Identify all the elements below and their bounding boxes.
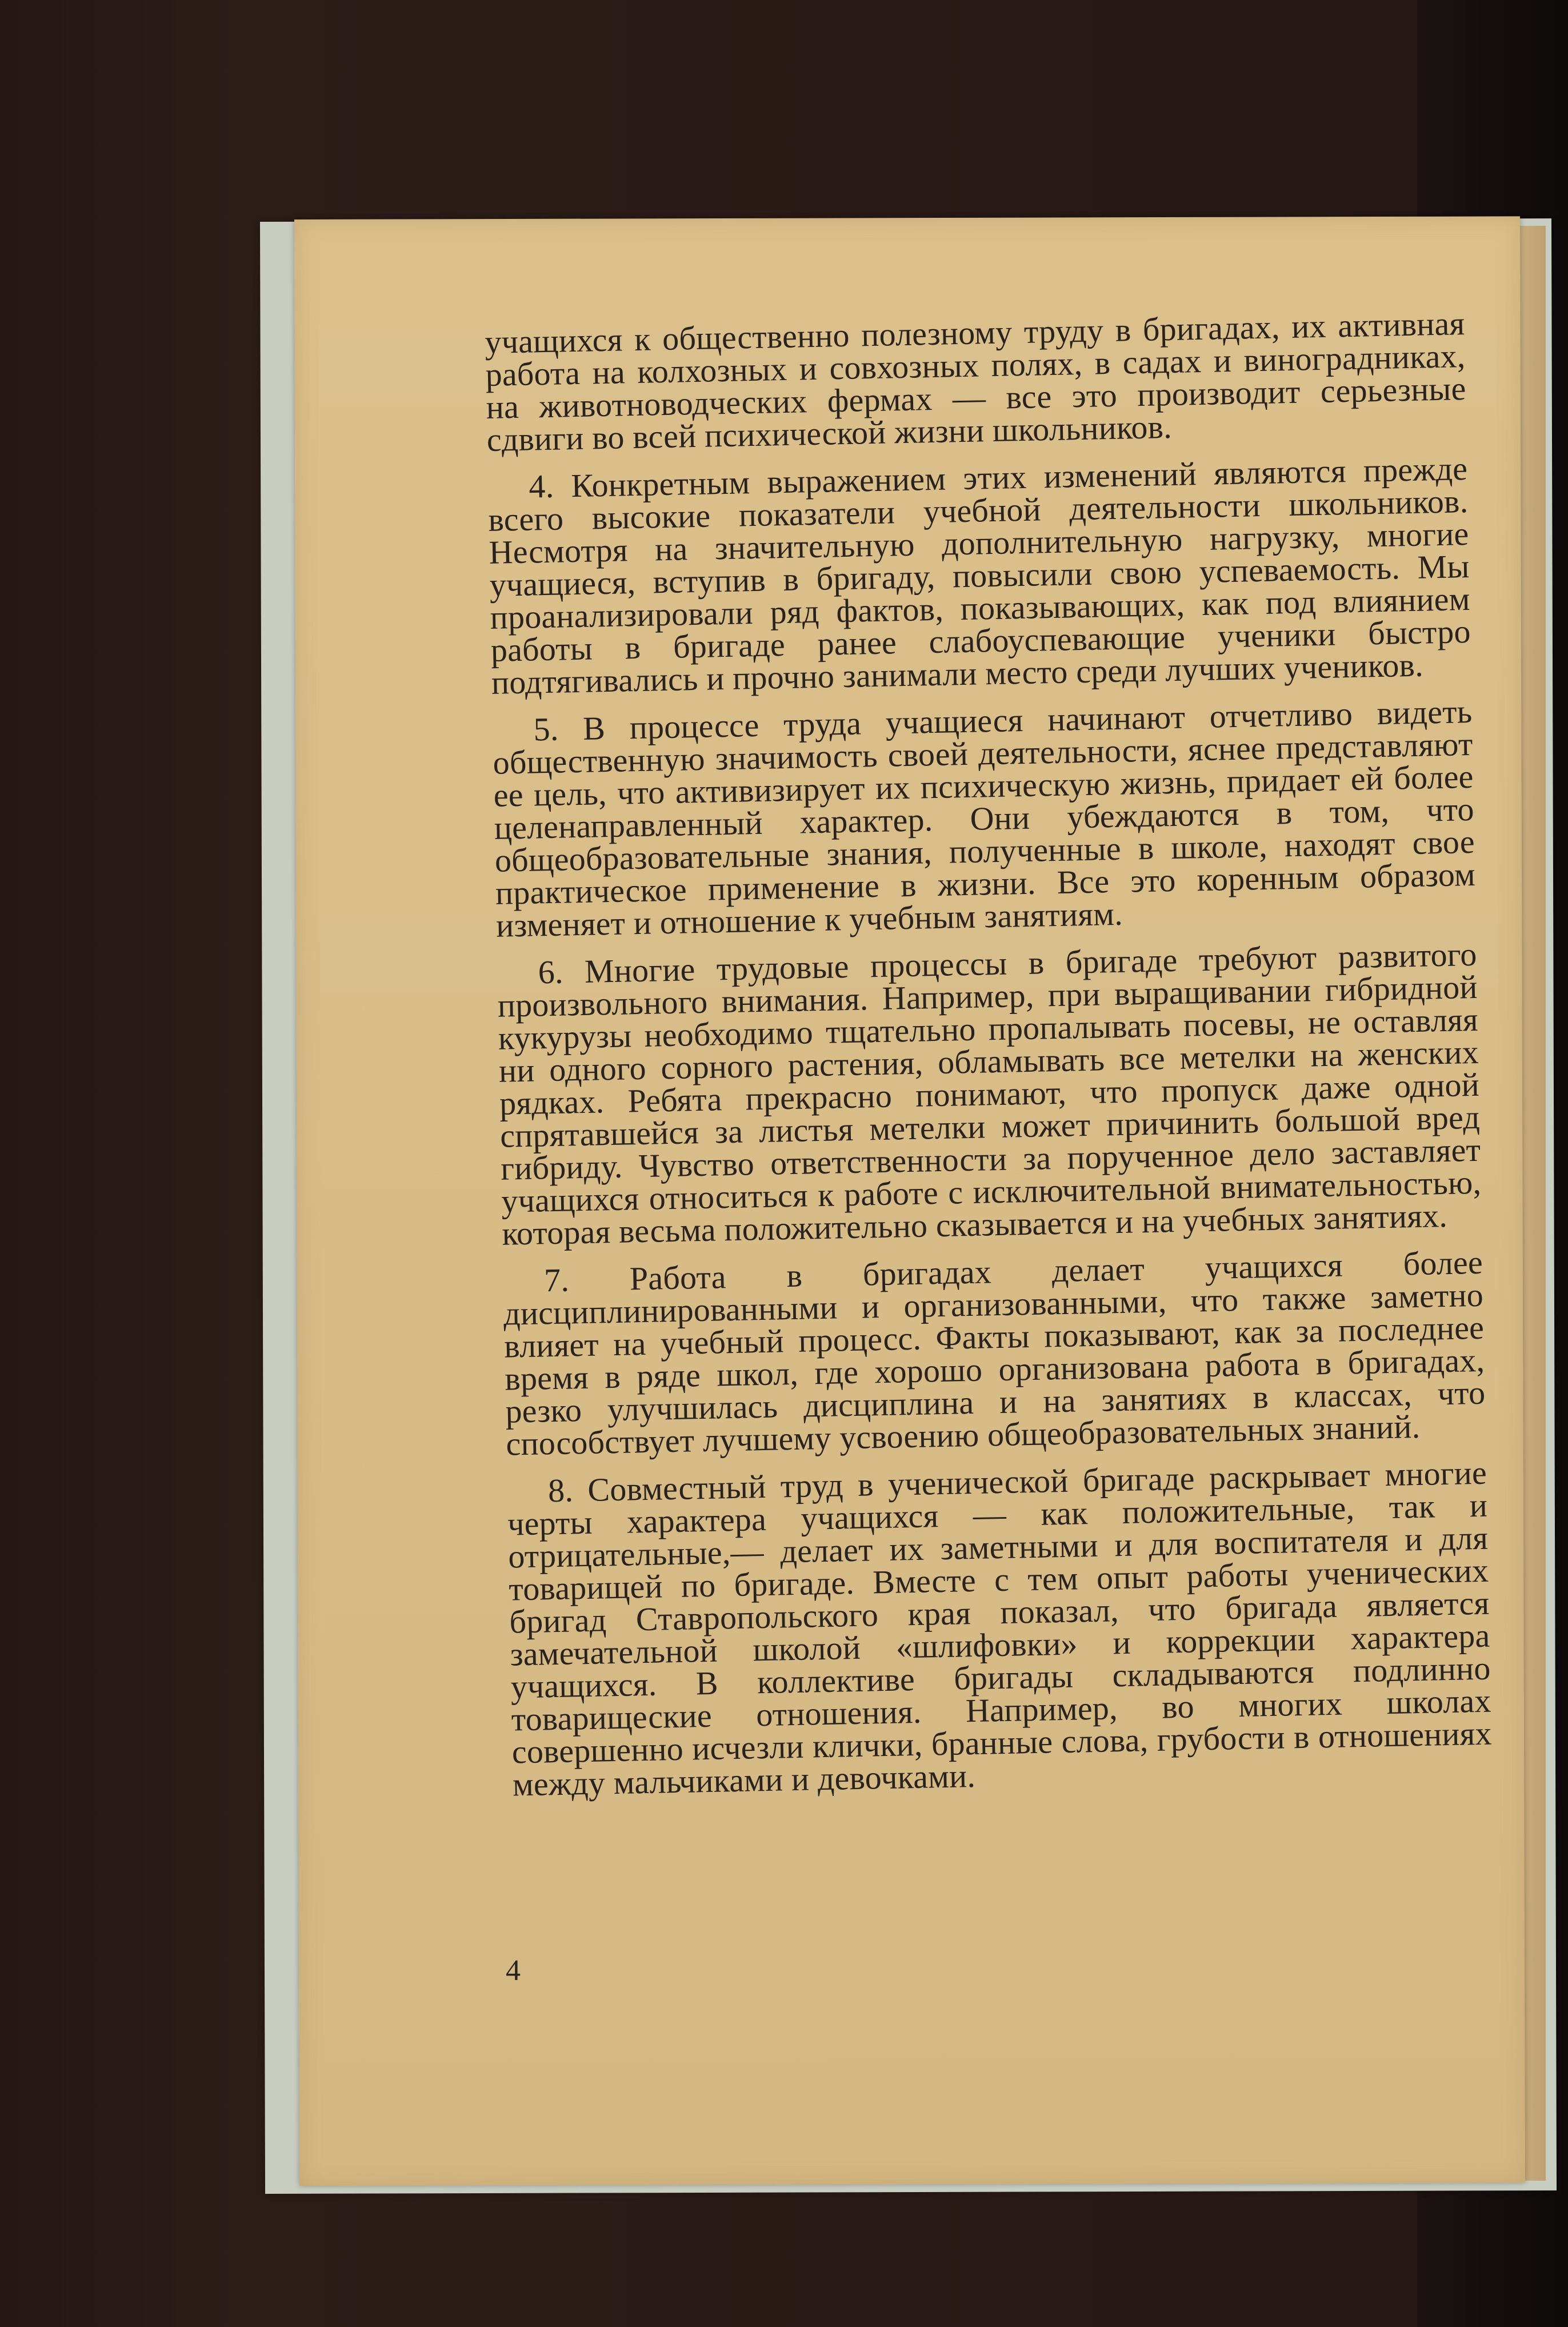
paragraph-6: 6. Многие трудовые процессы в бригаде требуют развитого произвольного внимания. Например, при выращивании гибридной кукурузы необходимо тщательно пропалывать посевы, не оставляя ни одного сорного растения, обламывать все метелки на женских рядках. Ребята прекрасно понимают, что пропуск даже одной спрятавшейся за листья метелки может причинить большой вред гибриду. Чувство ответственности за порученное дело заставляет учащихся относиться к работе с исключительной внимательностью, которая весьма положительно сказывается и на учебных занятиях. [497,935,1482,1252]
paragraph-5: 5. В процессе труда учащиеся начинают отчетливо видеть общественную значимость своей деятельности, яснее представляют ее цель, что активизирует их психическую жизнь, придает ей более целенаправленный характер. Они убеждаются в том, что общеобразовательные знания, полученные в школе, находят свое практическое применение в жизни. Все это коренным образом изменяет и отношение к учебным занятиям. [493,692,1476,944]
page-text [485,307,1493,1815]
paragraph-continuation: учащихся к общественно полезному труду в бригадах, их активная работа на колхозных и совхозных полях, в садах и виноградниках, на животноводческих фермах — все это производит серьезные сдвиги во всей психической жизни школьников. [484,305,1467,458]
paragraph-8: 8. Совместный труд в ученической бригаде раскрывает многие черты характера учащихся — как положительные, так и отрицательные,— делает их заметными и для воспитателя и для товарищей по бригаде. Вместе с тем опыт работы ученических бригад Ставропольского края показал, что бригада является замечательной школой «шлифовки» и коррекции характера учащихся. В коллективе бригады складываются подлинно товарищеские отношения. Например, во многих школах совершенно исчезли клички, бранные слова, грубости в отношениях между мальчиками и девочками. [507,1454,1493,1803]
paragraph-7: 7. Работа в бригадах делает учащихся более дисциплинированными и организованными, что также заметно влияет на учебный процесс. Факты показывают, как за последнее время в ряде школ, где хорошо организована работа в бригадах, резко улучшилась дисциплина и на занятиях в классах, что способствует лучшему усвоению общеобразовательных знаний. [503,1243,1486,1463]
page-number: 4 [506,1954,521,1987]
paragraph-4: 4. Конкретным выражением этих изменений являются прежде всего высокие показатели учебной деятельности школьников. Несмотря на значительную дополнительную нагрузку, многие учащиеся, вступив в бригаду, повысили свою успеваемость. Мы проанализировали ряд фактов, показывающих, как под влиянием работы в бригаде ранее слабоуспевающие ученики быстро подтягивались и прочно занимали место среди лучших учеников. [487,450,1471,701]
